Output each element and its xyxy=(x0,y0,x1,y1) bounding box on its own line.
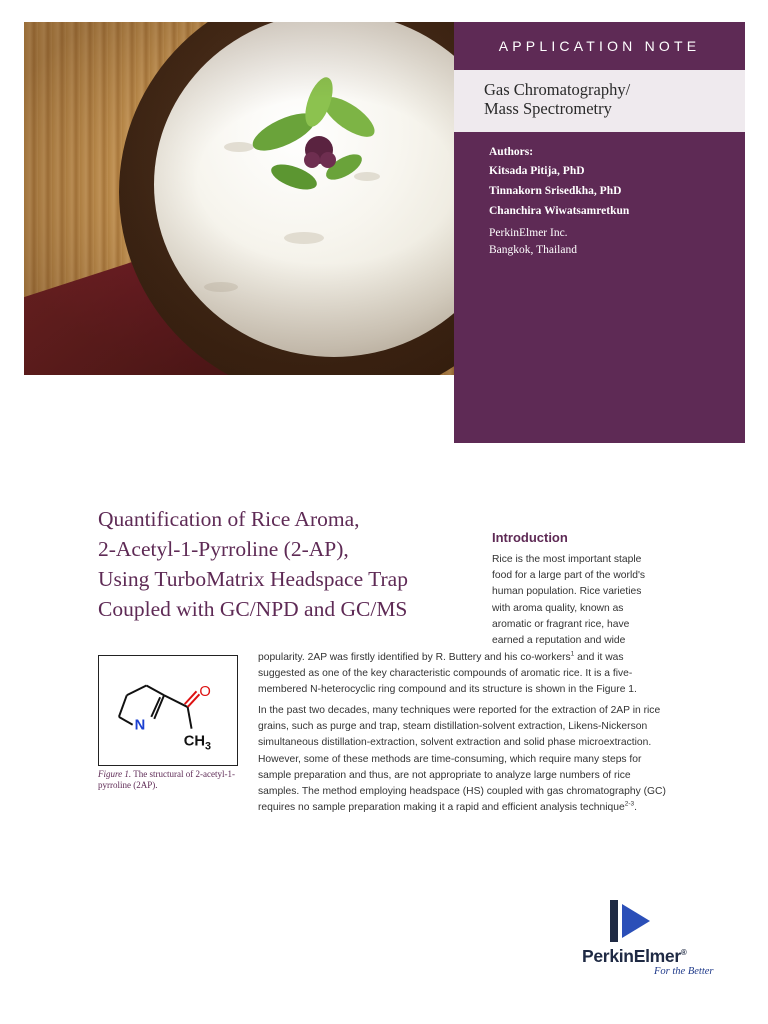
caption-text: The structural of 2-acetyl-1-pyrroline (2AP). xyxy=(98,769,235,790)
subject-area xyxy=(454,70,745,132)
title-line: Coupled with GC/NPD and GC/MS xyxy=(98,597,408,621)
authors-block xyxy=(454,132,745,259)
subject-line-1: Gas Chromatography/ xyxy=(484,80,631,99)
logo-brand-name xyxy=(582,946,686,967)
introduction-paragraph-2 xyxy=(258,703,670,816)
trademark-symbol: ® xyxy=(680,948,687,958)
author-name: Tinnakorn Srisedkha, PhD xyxy=(489,185,622,197)
organization xyxy=(489,225,745,259)
methyl-ch: CH xyxy=(183,733,205,750)
introduction-column-text xyxy=(492,552,672,649)
intro-line: with aroma quality, known as xyxy=(492,602,624,614)
intro-line: human population. Rice varieties xyxy=(492,586,642,598)
figure-1-caption xyxy=(98,769,243,791)
methyl-group-label xyxy=(184,733,211,752)
figure-1-structure xyxy=(98,655,238,766)
caption-label: Figure 1. xyxy=(98,769,132,779)
title-line: 2-Acetyl-1-Pyrroline (2-AP), xyxy=(98,537,349,561)
authors-label: Authors: xyxy=(489,146,534,158)
organization-location: Bangkok, Thailand xyxy=(489,244,577,256)
photo-vignette xyxy=(24,22,456,375)
document-title xyxy=(98,504,488,624)
application-note-panel xyxy=(454,22,745,443)
application-note-banner: APPLICATION NOTE xyxy=(498,38,701,54)
citation-superscript: 2-3 xyxy=(624,800,635,808)
hero-rice-photo xyxy=(24,22,456,375)
oxygen-atom-label: O xyxy=(199,684,211,701)
title-line: Quantification of Rice Aroma, xyxy=(98,507,360,531)
paragraph-text: In the past two decades, many techniques were reported for the extraction of 2AP in rice grains, such as purge and trap, steam distillation-solvent extraction, Likens-Nickerson simultaneous distillation-extraction, solvent extraction and solid phase microextraction. However, some of these methods are time-consuming, which require many steps for sample preparation and thus, are not appropriate to analyze large numbers of rice samples. The method employing headspace (HS) coupled with gas chromatography (GC) requires no sample preparation making it a rapid and efficient analysis technique xyxy=(258,705,666,814)
introduction-paragraph-1 xyxy=(258,650,670,699)
intro-line: food for a large part of the world's xyxy=(492,570,646,582)
subject-line-2: Mass Spectrometry xyxy=(484,99,612,118)
organization-name: PerkinElmer Inc. xyxy=(489,227,568,239)
logo-tagline: For the Better xyxy=(654,966,714,977)
citation-superscript: 1 xyxy=(570,650,575,658)
intro-line: Rice is the most important staple xyxy=(492,554,642,565)
introduction-heading: Introduction xyxy=(492,530,568,545)
paragraph-text: and it was suggested as one of the key characteristic compounds of aromatic rice. It is a five-membered N-heterocyclic ring compound and its structure is shown in the Figure 1. xyxy=(258,652,637,696)
title-line: Using TurboMatrix Headspace Trap xyxy=(98,567,408,591)
perkinelmer-logo xyxy=(580,900,730,980)
molecule-diagram xyxy=(99,656,237,765)
perkinelmer-logo-icon xyxy=(610,900,650,942)
author-name: Kitsada Pitija, PhD xyxy=(489,165,585,177)
methyl-subscript: 3 xyxy=(204,740,211,753)
intro-line: earned a reputation and wide xyxy=(492,635,626,647)
nitrogen-atom-label: N xyxy=(134,717,146,734)
brand-text: PerkinElmer xyxy=(582,946,681,966)
author-name: Chanchira Wiwatsamretkun xyxy=(489,205,630,217)
paragraph-text: . xyxy=(634,802,637,814)
intro-line: aromatic or fragrant rice, have xyxy=(492,618,630,630)
paragraph-text: popularity. 2AP was firstly identified by R. Buttery and his co-workers xyxy=(258,652,571,663)
